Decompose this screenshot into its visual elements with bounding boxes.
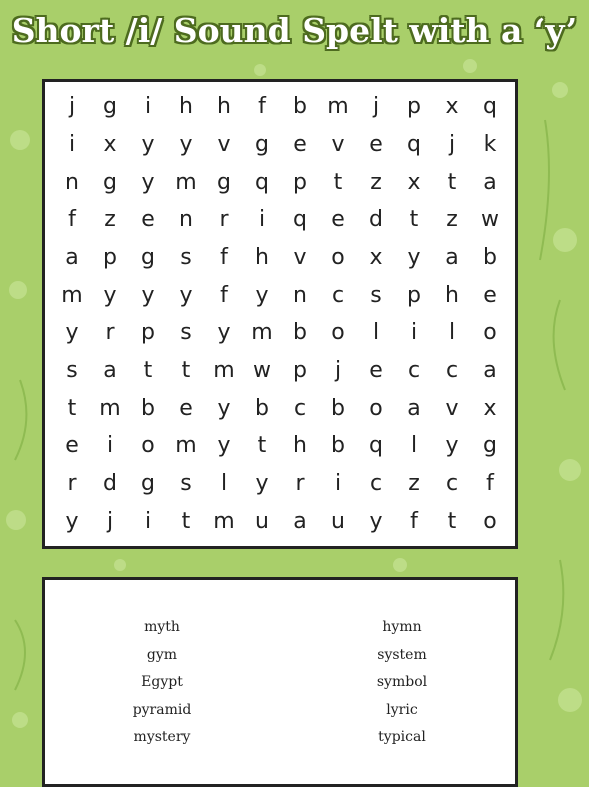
grid-letter[interactable]: q bbox=[255, 169, 269, 195]
grid-letter[interactable]: k bbox=[483, 131, 497, 157]
grid-letter[interactable]: v bbox=[217, 131, 231, 157]
page-title: Short /i/ Sound Spelt with a ‘y’ bbox=[11, 10, 578, 50]
grid-letter[interactable]: a bbox=[407, 395, 421, 421]
grid-letter[interactable]: y bbox=[179, 131, 193, 157]
grid-letter[interactable]: e bbox=[65, 433, 79, 459]
grid-letter[interactable]: g bbox=[103, 94, 117, 120]
grid-letter[interactable]: j bbox=[372, 94, 380, 120]
grid-letter[interactable]: o bbox=[369, 395, 383, 421]
grid-letter[interactable]: z bbox=[408, 470, 420, 496]
grid-letter[interactable]: v bbox=[445, 395, 459, 421]
grid-letter[interactable]: i bbox=[144, 94, 152, 120]
grid-letter[interactable]: x bbox=[103, 131, 117, 157]
grid-letter[interactable]: f bbox=[220, 282, 228, 308]
grid-letter[interactable]: e bbox=[179, 395, 193, 421]
grid-letter[interactable]: i bbox=[68, 131, 76, 157]
grid-letter[interactable]: o bbox=[331, 244, 345, 270]
grid-letter[interactable]: x bbox=[369, 244, 383, 270]
grid-letter[interactable]: y bbox=[217, 395, 231, 421]
grid-letter[interactable]: d bbox=[103, 470, 117, 496]
grid-letter[interactable]: g bbox=[217, 169, 231, 195]
word-list bbox=[42, 577, 518, 787]
grid-letter[interactable]: f bbox=[410, 508, 418, 534]
grid-letter[interactable]: q bbox=[369, 433, 383, 459]
grid-letter[interactable]: s bbox=[180, 470, 192, 496]
word-list-right bbox=[327, 614, 477, 752]
grid-letter[interactable]: y bbox=[217, 433, 231, 459]
grid-letter[interactable]: i bbox=[144, 508, 152, 534]
grid-letter[interactable]: s bbox=[180, 244, 192, 270]
grid-letter[interactable]: y bbox=[141, 169, 155, 195]
grid-letter[interactable]: h bbox=[217, 94, 231, 120]
grid-letter[interactable]: i bbox=[410, 320, 418, 346]
grid-letter[interactable]: t bbox=[257, 433, 267, 459]
grid-letter[interactable]: h bbox=[293, 433, 307, 459]
grid-letter[interactable]: t bbox=[181, 508, 191, 534]
grid-letter[interactable]: e bbox=[483, 282, 497, 308]
grid-letter[interactable]: g bbox=[255, 131, 269, 157]
grid-letter[interactable]: m bbox=[327, 94, 349, 120]
grid-letter[interactable]: i bbox=[106, 433, 114, 459]
grid-letter[interactable]: b bbox=[483, 244, 497, 270]
grid-letter[interactable]: s bbox=[66, 357, 78, 383]
grid-letter[interactable]: p bbox=[141, 320, 155, 346]
grid-letter[interactable]: p bbox=[293, 169, 307, 195]
word-item: hymn bbox=[382, 619, 422, 635]
grid-letter[interactable]: u bbox=[331, 508, 345, 534]
grid-letter[interactable]: g bbox=[483, 433, 497, 459]
grid-letter[interactable]: t bbox=[447, 508, 457, 534]
grid-letter[interactable]: y bbox=[369, 508, 383, 534]
word-item: system bbox=[377, 646, 427, 663]
grid-letter[interactable]: o bbox=[483, 320, 497, 346]
grid-letter[interactable]: m bbox=[175, 433, 197, 459]
grid-letter[interactable]: r bbox=[67, 470, 77, 496]
grid-letter[interactable]: j bbox=[334, 357, 342, 383]
grid-letter[interactable]: i bbox=[258, 207, 266, 233]
grid-letter[interactable]: h bbox=[445, 282, 459, 308]
grid-letter[interactable]: y bbox=[445, 433, 459, 459]
grid-letter[interactable]: t bbox=[447, 169, 457, 195]
grid-letter[interactable]: f bbox=[68, 207, 76, 233]
grid-letter[interactable]: r bbox=[295, 470, 305, 496]
grid-letter[interactable]: a bbox=[103, 357, 117, 383]
grid-letter[interactable]: m bbox=[213, 357, 235, 383]
grid-letter[interactable]: b bbox=[331, 433, 345, 459]
word-item: mystery bbox=[133, 729, 191, 745]
grid-letter[interactable]: y bbox=[255, 282, 269, 308]
grid-letter[interactable]: q bbox=[483, 94, 497, 120]
grid-letter[interactable]: p bbox=[103, 244, 117, 270]
grid-letter[interactable]: p bbox=[407, 94, 421, 120]
grid-letter[interactable]: a bbox=[483, 357, 497, 383]
grid-letter[interactable]: g bbox=[141, 244, 155, 270]
grid-letter[interactable]: y bbox=[65, 320, 79, 346]
grid-letter[interactable]: l bbox=[220, 470, 228, 496]
word-item: typical bbox=[378, 729, 426, 745]
grid-letter[interactable]: m bbox=[213, 508, 235, 534]
grid-letter[interactable]: m bbox=[251, 320, 273, 346]
grid-letter[interactable]: u bbox=[255, 508, 269, 534]
grid-letter[interactable]: w bbox=[481, 207, 499, 233]
grid-letter[interactable]: c bbox=[293, 395, 307, 421]
grid-letter[interactable]: o bbox=[331, 320, 345, 346]
grid-letter[interactable]: i bbox=[334, 470, 342, 496]
grid-letter[interactable]: l bbox=[410, 433, 418, 459]
grid-letter[interactable]: g bbox=[141, 470, 155, 496]
grid-letter[interactable]: c bbox=[445, 357, 459, 383]
grid-letter[interactable]: y bbox=[65, 508, 79, 534]
word-item: symbol bbox=[376, 674, 428, 690]
grid-letter[interactable]: g bbox=[103, 169, 117, 195]
grid-letter[interactable]: b bbox=[255, 395, 269, 421]
grid-letter[interactable]: h bbox=[179, 94, 193, 120]
word-search-grid bbox=[42, 79, 518, 549]
grid-letter[interactable]: x bbox=[483, 395, 497, 421]
grid-letter[interactable]: t bbox=[409, 207, 419, 233]
grid-letter[interactable]: f bbox=[220, 244, 228, 270]
grid-letter[interactable]: r bbox=[105, 320, 115, 346]
grid-letter[interactable]: y bbox=[103, 282, 117, 308]
grid-letter[interactable]: f bbox=[486, 470, 494, 496]
grid-letter[interactable]: b bbox=[141, 395, 155, 421]
grid-letter[interactable]: y bbox=[141, 131, 155, 157]
word-item: myth bbox=[144, 619, 180, 635]
grid-letter[interactable]: l bbox=[372, 320, 380, 346]
grid-letter[interactable]: w bbox=[253, 357, 271, 383]
grid-letter[interactable]: n bbox=[179, 207, 193, 233]
word-item: pyramid bbox=[132, 701, 192, 718]
grid-letter[interactable]: z bbox=[104, 207, 116, 233]
grid-letter[interactable]: c bbox=[331, 282, 345, 308]
grid-letter[interactable]: f bbox=[258, 94, 266, 120]
grid-letter[interactable]: y bbox=[141, 282, 155, 308]
word-item: Egypt bbox=[141, 674, 183, 690]
grid-letter[interactable]: o bbox=[483, 508, 497, 534]
grid-letter[interactable]: a bbox=[293, 508, 307, 534]
grid-letter[interactable]: c bbox=[407, 357, 421, 383]
grid-letter[interactable]: e bbox=[293, 131, 307, 157]
grid-letter[interactable]: v bbox=[293, 244, 307, 270]
grid-letter[interactable]: y bbox=[179, 282, 193, 308]
grid-letter[interactable]: e bbox=[141, 207, 155, 233]
grid-letter[interactable]: s bbox=[180, 320, 192, 346]
grid-letter[interactable]: e bbox=[369, 357, 383, 383]
grid-letter[interactable]: m bbox=[61, 282, 83, 308]
grid-letter[interactable]: x bbox=[445, 94, 459, 120]
grid-letter[interactable]: z bbox=[446, 207, 458, 233]
grid-letter[interactable]: p bbox=[407, 282, 421, 308]
grid-letter[interactable]: j bbox=[448, 131, 456, 157]
grid-letter[interactable]: n bbox=[65, 169, 79, 195]
grid-letter[interactable]: y bbox=[217, 320, 231, 346]
grid-letter[interactable]: c bbox=[369, 470, 383, 496]
grid-letter[interactable]: m bbox=[175, 169, 197, 195]
grid-letter[interactable]: d bbox=[369, 207, 383, 233]
grid-letter[interactable]: y bbox=[255, 470, 269, 496]
letter-grid bbox=[53, 88, 509, 540]
grid-letter[interactable]: s bbox=[370, 282, 382, 308]
grid-letter[interactable]: a bbox=[483, 169, 497, 195]
word-list-left bbox=[87, 614, 237, 752]
grid-letter[interactable]: l bbox=[448, 320, 456, 346]
grid-letter[interactable]: e bbox=[331, 207, 345, 233]
grid-letter[interactable]: q bbox=[293, 207, 307, 233]
grid-letter[interactable]: j bbox=[106, 508, 114, 534]
grid-letter[interactable]: t bbox=[67, 395, 77, 421]
grid-letter[interactable]: t bbox=[143, 357, 153, 383]
grid-letter[interactable]: q bbox=[407, 131, 421, 157]
word-item: lyric bbox=[386, 701, 418, 718]
grid-letter[interactable]: o bbox=[141, 433, 155, 459]
grid-letter[interactable]: x bbox=[407, 169, 421, 195]
word-item: gym bbox=[146, 646, 178, 663]
grid-letter[interactable]: a bbox=[445, 244, 459, 270]
grid-letter[interactable]: c bbox=[445, 470, 459, 496]
grid-letter[interactable]: p bbox=[293, 357, 307, 383]
grid-letter[interactable]: z bbox=[370, 169, 382, 195]
grid-letter[interactable]: b bbox=[293, 94, 307, 120]
grid-letter[interactable]: t bbox=[333, 169, 343, 195]
grid-letter[interactable]: h bbox=[255, 244, 269, 270]
grid-letter[interactable]: b bbox=[331, 395, 345, 421]
grid-letter[interactable]: t bbox=[181, 357, 191, 383]
grid-letter[interactable]: n bbox=[293, 282, 307, 308]
grid-letter[interactable]: b bbox=[293, 320, 307, 346]
grid-letter[interactable]: y bbox=[407, 244, 421, 270]
grid-letter[interactable]: r bbox=[219, 207, 229, 233]
grid-letter[interactable]: m bbox=[99, 395, 121, 421]
grid-letter[interactable]: e bbox=[369, 131, 383, 157]
grid-letter[interactable]: v bbox=[331, 131, 345, 157]
grid-letter[interactable]: a bbox=[65, 244, 79, 270]
grid-letter[interactable]: j bbox=[68, 94, 76, 120]
